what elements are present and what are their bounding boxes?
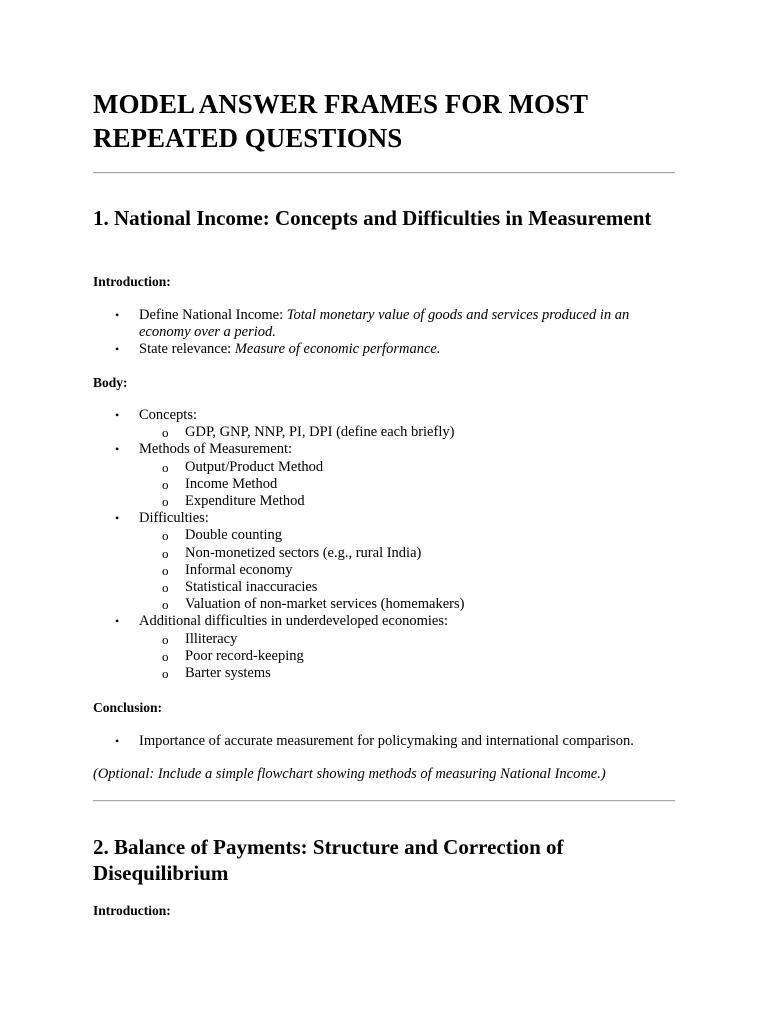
list-item-text: Importance of accurate measurement for policymaking and international comparison. [139, 733, 634, 749]
sub-bullet-marker: o [162, 476, 169, 492]
sub-list-item [93, 579, 675, 596]
sub-list-item-text: Barter systems [185, 665, 271, 682]
sub-list-item [93, 476, 675, 493]
sub-list-item-text: Income Method [185, 475, 278, 492]
sub-list-item-text: Double counting [185, 527, 283, 544]
list-item-label: Methods of Measurement: [139, 441, 293, 458]
sub-bullet-marker: o [162, 545, 169, 561]
bullet-marker: • [115, 614, 120, 629]
list-item-definition: Measure of economic performance. [234, 341, 441, 358]
sub-list-item-text: GDP, GNP, NNP, PI, DPI (define each briefly) [185, 424, 455, 441]
sub-bullet-marker: o [162, 459, 169, 475]
optional-note: (Optional: Include a simple flowchart showing methods of measuring National Income.) [93, 766, 606, 782]
list-item-label: Concepts: [139, 407, 197, 423]
sub-list-item-text: Informal economy [185, 561, 293, 578]
sub-list-item [93, 596, 675, 613]
bullet-marker: • [115, 734, 120, 748]
sub-list-item-text: Illiteracy [185, 630, 238, 647]
list-item-definition: Total monetary value of goods and services produced in an economy over a period. [139, 307, 630, 341]
section-1-intro-label: Introduction: [93, 274, 171, 289]
list-item-label: Difficulties: [139, 510, 209, 527]
section-1-body-list [93, 407, 675, 682]
sub-list-item-text: Valuation of non-market services (homemakers) [185, 596, 465, 613]
sub-bullet-marker: o [162, 494, 169, 510]
sub-list-item [93, 545, 675, 562]
divider [93, 172, 675, 174]
page-title: MODEL ANSWER FRAMES FOR MOST REPEATED QUESTIONS [93, 89, 588, 153]
sub-bullet-marker: o [162, 648, 169, 664]
sub-list-item-text: Poor record-keeping [185, 647, 304, 664]
sub-bullet-marker: o [162, 528, 169, 544]
bullet-marker: • [115, 408, 120, 422]
section-1-heading: 1. National Income: Concepts and Difficulties in Measurement [93, 206, 652, 230]
sub-list-item-text: Statistical inaccuracies [185, 579, 318, 596]
sub-bullet-marker: o [162, 425, 169, 441]
list-item [93, 341, 675, 358]
sub-bullet-marker: o [162, 580, 169, 596]
sub-list-item [93, 493, 675, 510]
sub-list-item-text: Expenditure Method [185, 493, 305, 510]
section-2-intro-label: Introduction: [93, 903, 171, 918]
sub-list [93, 527, 675, 613]
sub-list [93, 631, 675, 683]
sub-list-item [93, 527, 675, 544]
sub-list-item-text: Non-monetized sectors (e.g., rural India) [185, 544, 422, 561]
sub-list-item [93, 665, 675, 682]
section-1-conclusion-label: Conclusion: [93, 700, 163, 715]
bullet-marker: • [115, 342, 120, 357]
sub-bullet-marker: o [162, 666, 169, 682]
section-1-intro-list [93, 307, 675, 359]
list-item [93, 407, 675, 441]
sub-bullet-marker: o [162, 597, 169, 613]
sub-list [93, 424, 675, 441]
sub-list-item-text: Output/Product Method [185, 458, 324, 475]
sub-list-item [93, 459, 675, 476]
bullet-marker: • [115, 442, 120, 457]
section-2-heading: 2. Balance of Payments: Structure and Correction of Disequilibrium [93, 835, 564, 885]
sub-list-item [93, 631, 675, 648]
bullet-marker: • [115, 511, 120, 526]
sub-list-item [93, 648, 675, 665]
list-item [93, 510, 675, 613]
section-1-body-label: Body: [93, 375, 128, 390]
section-1-conclusion-list [93, 733, 675, 750]
bullet-marker: • [115, 308, 120, 322]
sub-list-item [93, 562, 675, 579]
list-item-label: Additional difficulties in underdeveloped economies: [139, 613, 448, 630]
list-item [93, 613, 675, 682]
divider [93, 800, 675, 802]
sub-bullet-marker: o [162, 562, 169, 578]
sub-list [93, 459, 675, 511]
list-item-lead: State relevance: [139, 341, 235, 358]
sub-list-item [93, 424, 675, 441]
sub-bullet-marker: o [162, 631, 169, 647]
list-item [93, 307, 675, 341]
list-item [93, 441, 675, 510]
list-item [93, 733, 675, 750]
list-item-lead: Define National Income: [139, 307, 287, 323]
